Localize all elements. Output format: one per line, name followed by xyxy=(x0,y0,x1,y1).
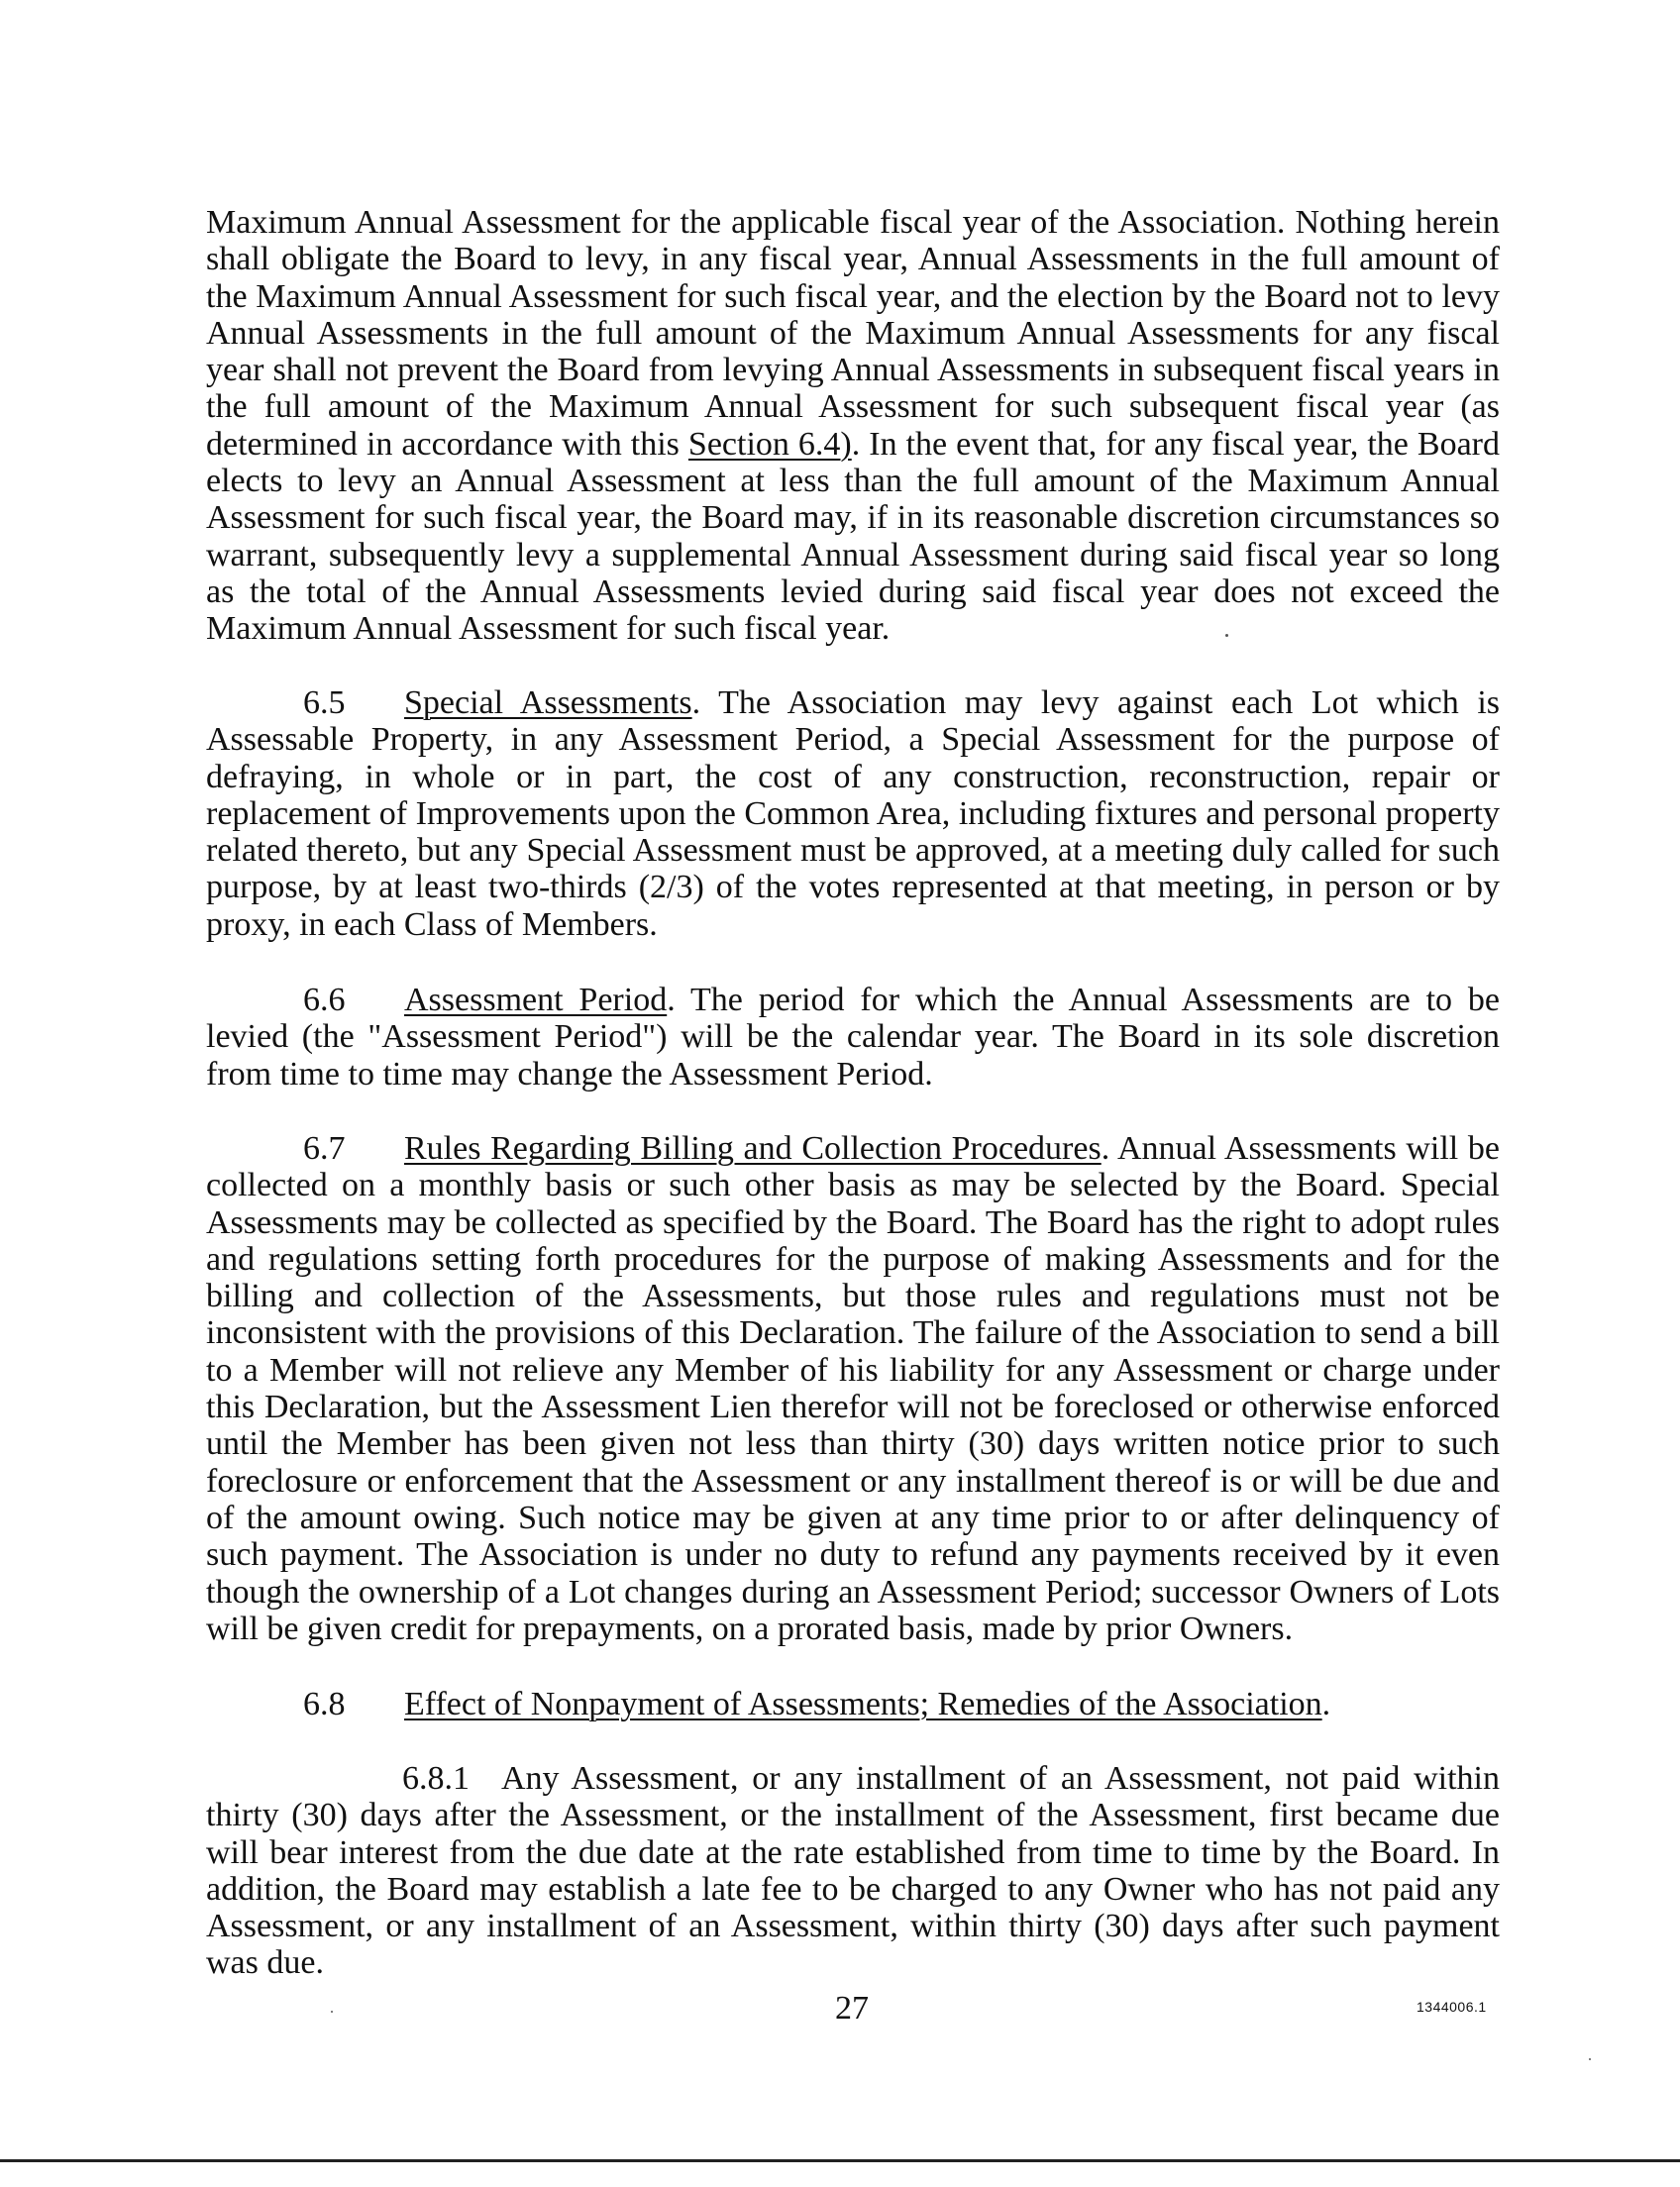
section-number: 6.7 xyxy=(303,1130,346,1167)
section-reference-link: Section 6.4) xyxy=(687,425,852,463)
section-body: . xyxy=(1321,1686,1331,1722)
subsection-body: Any Assessment, or any installment of an Assessment, not paid within thirty (30) days after the Assessment, or the installment of the Assessment, first became due will bear interest from the due date at the rate established from time to time by the Board. In addition, the Board may establish a late fee to be charged to any Owner who has not paid any Assessment, or any installment of an Assessment, within thirty (30) days after such payment was due. xyxy=(206,1760,1500,1982)
subsection-number: 6.8.1 xyxy=(402,1760,470,1797)
section-6-8-paragraph xyxy=(206,1686,1500,1722)
subsection-6-8-1-paragraph xyxy=(206,1760,1500,1982)
section-heading: Assessment Period xyxy=(404,982,668,1018)
continuation-text-before: Maximum Annual Assessment for the applicable fiscal year of the Association. Nothing herein shall obligate the Board to levy, in any fiscal year, Annual Assessments in the full amount of the Maximum Annual Assessment for such fiscal year, and the election by the Board not to levy Annual Assessments in the full amount of the Maximum Annual Assessments for any fiscal year shall not prevent the Board from levying Annual Assessments in subsequent fiscal years in the full amount of the Maximum Annual Assessment for such subsequent fiscal year (as determined in accordance with this xyxy=(206,204,1500,463)
section-heading: Effect of Nonpayment of Assessments; Remedies of the Association xyxy=(404,1686,1322,1722)
bottom-edge-rule xyxy=(0,2159,1680,2162)
section-body: . The period for which the Annual Assessments are to be levied (the "Assessment Period") will be the calendar year. The Board in its sole discretion from time to time may change the Assessment Period. xyxy=(206,982,1500,1093)
document-id: 1344006.1 xyxy=(1417,1999,1487,2015)
scan-speck xyxy=(1589,2058,1591,2060)
section-heading: Special Assessments xyxy=(404,684,692,721)
continuation-paragraph xyxy=(206,204,1500,648)
scan-speck xyxy=(331,2011,333,2013)
section-body: . Annual Assessments will be collected on a monthly basis or such other basis as may be selected by the Board. Special Assessments may be collected as specified by the Board. The Board has the right to adopt rules and regulations setting forth procedures for the purpose of making Assessments and for the billing and collection of the Assessments, but those rules and regulations must not be inconsistent with the provisions of this Declaration. The failure of the Association to send a bill to a Member will not relieve any Member of his liability for any Assessment or charge under this Declaration, but the Assessment Lien therefor will not be foreclosed or otherwise enforced until the Member has been given not less than thirty (30) days written notice prior to such foreclosure or enforcement that the Assessment or any installment thereof is or will be due and of the amount owing. Such notice may be given at any time prior to or after delinquency of such payment. The Association is under no duty to refund any payments received by it even though the ownership of a Lot changes during an Assessment Period; successor Owners of Lots will be given credit for prepayments, on a prorated basis, made by prior Owners. xyxy=(206,1130,1500,1647)
section-number: 6.5 xyxy=(303,684,346,721)
page-number: 27 xyxy=(835,1990,869,2027)
continuation-text-after: . In the event that, for any fiscal year, the Board elects to levy an Annual Assessment at less than the full amount of the Maximum Annual Assessment for such fiscal year, the Board may, if in its reasonable discretion circumstances so warrant, subsequently levy a supplemental Annual Assessment during said fiscal year so long as the total of the Annual Assessments levied during said fiscal year does not exceed the Maximum Annual Assessment for such fiscal year. xyxy=(206,425,1500,648)
section-6-7-paragraph xyxy=(206,1130,1500,1647)
section-6-6-paragraph xyxy=(206,982,1500,1093)
section-body: . The Association may levy against each Lot which is Assessable Property, in any Assessment Period, a Special Assessment for the purpose of defraying, in whole or in part, the cost of any construction, reconstruction, repair or replacement of Improvements upon the Common Area, including fixtures and personal property related thereto, but any Special Assessment must be approved, at a meeting duly called for such purpose, by at least two-thirds (2/3) of the votes represented at that meeting, in person or by proxy, in each Class of Members. xyxy=(206,684,1501,943)
section-heading: Rules Regarding Billing and Collection Procedures xyxy=(404,1130,1102,1167)
scan-speck xyxy=(1225,634,1228,637)
section-number: 6.6 xyxy=(303,982,346,1018)
section-6-5-paragraph xyxy=(206,684,1500,943)
section-number: 6.8 xyxy=(303,1686,346,1722)
